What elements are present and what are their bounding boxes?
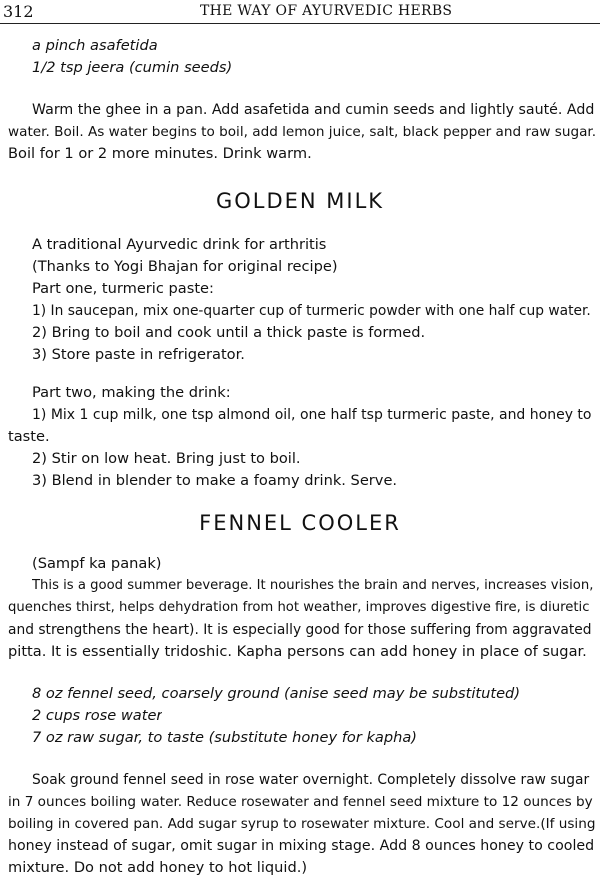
instruction-line: Boil for 1 or 2 more minutes. Drink warm. [8, 145, 312, 162]
description-line: and strengthens the heart). It is especially good for those suffering from aggravated [8, 622, 592, 638]
running-title: THE WAY OF AYURVEDIC HERBS [200, 3, 453, 19]
ingredient-line: 8 oz fennel seed, coarsely ground (anise seed may be substituted) [32, 685, 521, 702]
instruction-line: water. Boil. As water begins to boil, add lemon juice, salt, black pepper and raw sugar. [8, 124, 596, 140]
intro-line: A traditional Ayurvedic drink for arthritis [32, 236, 327, 253]
page-header [0, 0, 600, 24]
step-line: taste. [8, 428, 50, 445]
description-line: pitta. It is essentially tridoshic. Kapha persons can add honey in place of sugar. [8, 643, 587, 660]
ingredient-line: a pinch asafetida [32, 37, 158, 54]
part-two-label: Part two, making the drink: [32, 384, 231, 401]
instruction-line: in 7 ounces boiling water. Reduce rosewater and fennel seed mixture to 12 ounces by [8, 794, 593, 810]
section-heading-fennel-cooler: FENNEL COOLER [199, 511, 401, 535]
subtitle-line: (Sampf ka panak) [32, 555, 162, 572]
intro-line: (Thanks to Yogi Bhajan for original recipe) [32, 258, 338, 275]
instruction-line: mixture. Do not add honey to hot liquid.) [8, 859, 308, 876]
page-number: 312 [3, 2, 34, 21]
instruction-line: boiling in covered pan. Add sugar syrup to rosewater mixture. Cool and serve.(If using [8, 816, 596, 832]
section-heading-golden-milk: GOLDEN MILK [215, 189, 385, 213]
step-line: 3) Store paste in refrigerator. [32, 346, 245, 363]
header-rule [0, 23, 600, 24]
step-line: 1) In saucepan, mix one-quarter cup of turmeric powder with one half cup water. [32, 303, 591, 319]
description-line: This is a good summer beverage. It nourishes the brain and nerves, increases vision, [32, 578, 594, 593]
description-line: quenches thirst, helps dehydration from hot weather, improves digestive fire, is diuretic [8, 600, 590, 615]
step-line: 2) Bring to boil and cook until a thick paste is formed. [32, 324, 426, 341]
intro-line: Part one, turmeric paste: [32, 280, 214, 297]
step-line: 2) Stir on low heat. Bring just to boil. [32, 450, 301, 467]
instruction-line: Soak ground fennel seed in rose water overnight. Completely dissolve raw sugar [32, 772, 590, 788]
ingredient-line: 1/2 tsp jeera (cumin seeds) [32, 59, 233, 76]
step-line: 3) Blend in blender to make a foamy drink. Serve. [32, 472, 398, 489]
ingredient-line: 2 cups rose water [32, 707, 163, 724]
instruction-line: Warm the ghee in a pan. Add asafetida and cumin seeds and lightly sauté. Add [32, 102, 595, 118]
instruction-line: honey instead of sugar, omit sugar in mixing stage. Add 8 ounces honey to cooled [8, 838, 595, 854]
step-line: 1) Mix 1 cup milk, one tsp almond oil, one half tsp turmeric paste, and honey to [32, 407, 592, 423]
ingredient-line: 7 oz raw sugar, to taste (substitute honey for kapha) [32, 729, 417, 746]
